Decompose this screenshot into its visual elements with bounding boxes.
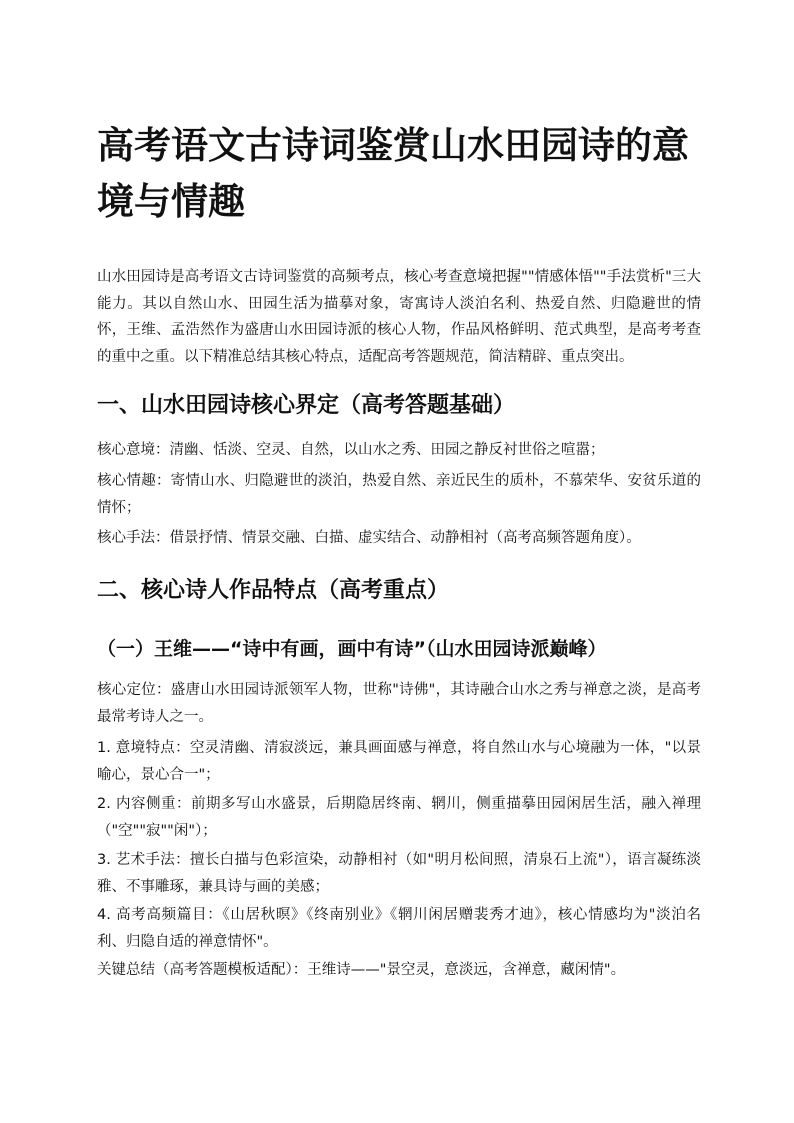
wangwei-positioning: 核心定位：盛唐山水田园诗派领军人物，世称"诗佛"，其诗融合山水之秀与禅意之淡，是高考最常考诗人之一。 [97,682,701,725]
section-1-core-imagery: 核心意境：清幽、恬淡、空灵、自然，以山水之秀、田园之静反衬世俗之喧嚣； [97,442,605,458]
document-title: 高考语文古诗词鉴赏山水田园诗的意境与情趣 [97,124,689,223]
wangwei-point-4: 4. 高考高频篇目：《山居秋暝》《终南别业》《辋川闲居赠裴秀才迪》，核心情感均为"淡泊名利、归隐自适的禅意情怀"。 [97,907,701,950]
section-1-heading: 一、山水田园诗核心界定（高考答题基础） [97,393,516,418]
section-2-heading: 二、核心诗人作品特点（高考重点） [97,578,450,603]
wangwei-point-2: 2. 内容侧重：前期多写山水盛景，后期隐居终南、辋川，侧重描摹田园闲居生活，融入禅理（"空""寂""闲"）； [97,796,701,839]
wangwei-point-3: 3. 艺术手法：擅长白描与色彩渲染，动静相衬（如"明月松间照，清泉石上流"），语言凝练淡雅、不事雕琢，兼具诗与画的美感； [97,852,701,895]
wangwei-point-1: 1. 意境特点：空灵清幽、清寂淡远，兼具画面感与禅意，将自然山水与心境融为一体，"以景喻心，景心合一"； [97,740,701,783]
subsection-wangwei-heading: （一）王维——“诗中有画，画中有诗”（山水田园诗派巅峰） [97,638,607,660]
wangwei-summary: 关键总结（高考答题模板适配）：王维诗——"景空灵，意淡远，含禅意，藏闲情"。 [97,962,626,978]
intro-paragraph: 山水田园诗是高考语文古诗词鉴赏的高频考点，核心考查意境把握""情感体悟""手法赏析"三大能力。其以自然山水、田园生活为描摹对象，寄寓诗人淡泊名利、热爱自然、归隐避世的情怀，王维、孟浩然作为盛唐山水田园诗派的核心人物，作品风格鲜明、范式典型，是高考考查的重中之重。以下精准总结其核心特点，适配高考答题规范，简洁精辟、重点突出。 [97,269,701,365]
section-1-core-sentiment: 核心情趣：寄情山水、归隐避世的淡泊，热爱自然、亲近民生的质朴，不慕荣华、安贫乐道的情怀； [97,473,701,516]
section-1-core-technique: 核心手法：借景抒情、情景交融、白描、虚实结合、动静相衬（高考高频答题角度）。 [97,530,641,546]
